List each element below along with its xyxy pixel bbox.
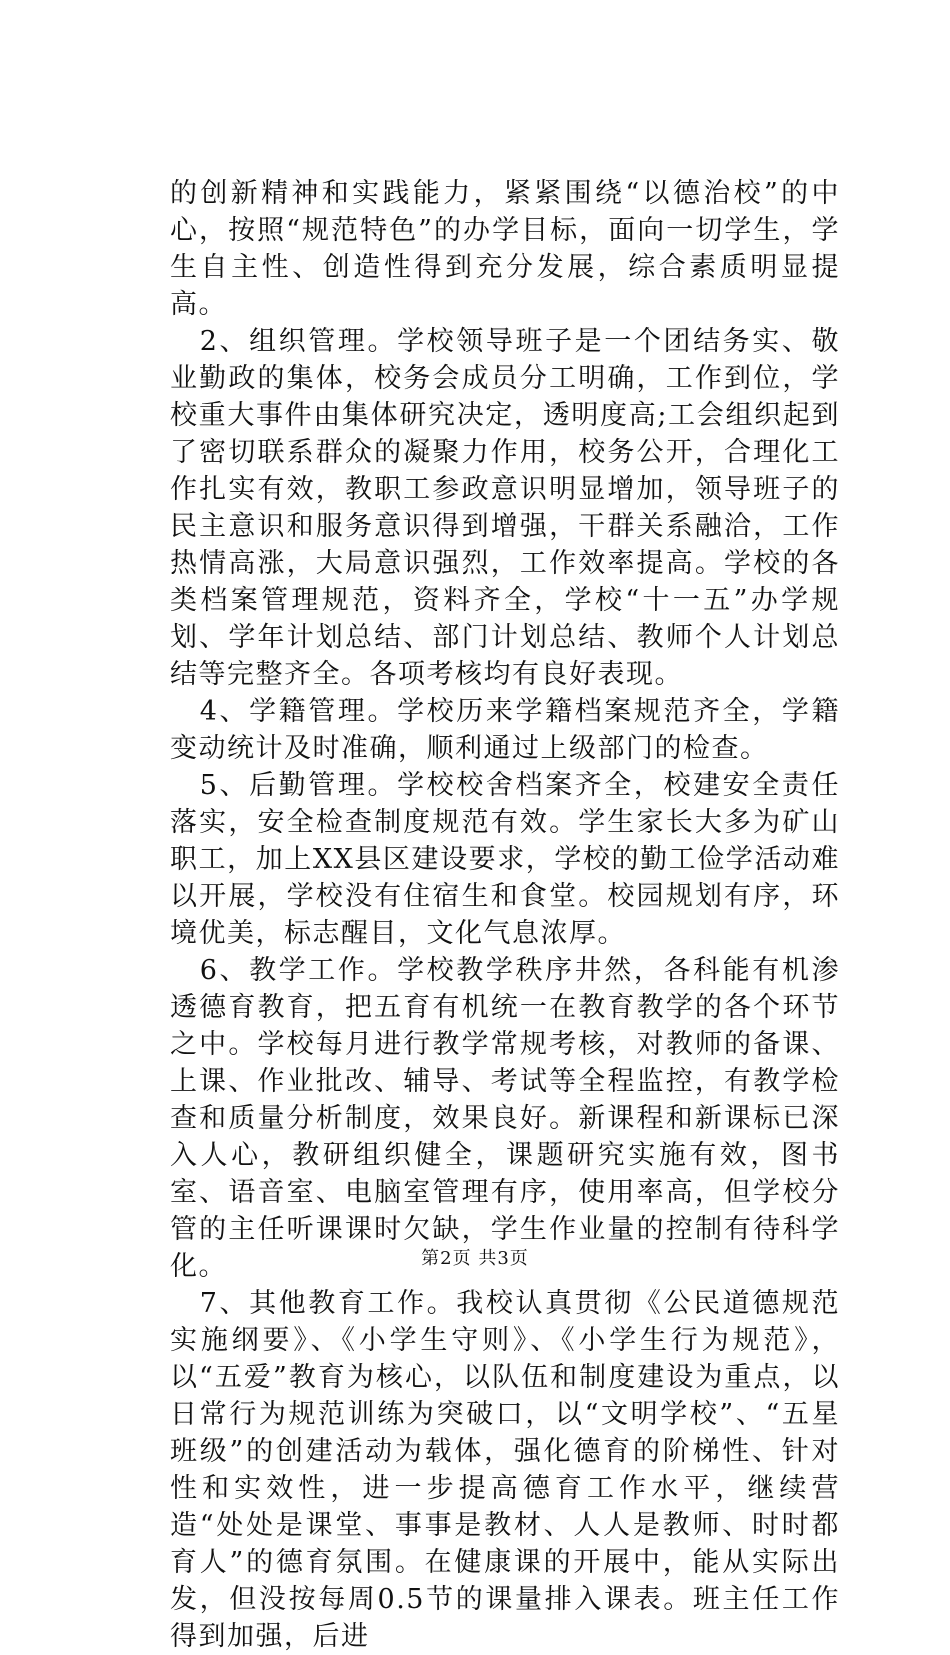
paragraph-continuation: 的创新精神和实践能力，紧紧围绕“以德治校”的中心，按照“规范特色”的办学目标，面向一切学生，学生自主性、创造性得到充分发展，综合素质明显提高。 xyxy=(170,178,840,320)
paragraph-logistics: 5、后勤管理。学校校舍档案齐全，校建安全责任落实，安全检查制度规范有效。学生家长大多为矿山职工，加上XX县区建设要求，学校的勤工俭学活动难以开展，学校没有住宿生和食堂。校园规划有序，环境优美，标志醒目，文化气息浓厚。 xyxy=(170,770,840,949)
paragraph-organization-management: 2、组织管理。学校领导班子是一个团结务实、敬业勤政的集体，校务会成员分工明确，工作到位，学校重大事件由集体研究决定，透明度高;工会组织起到了密切联系群众的凝聚力作用，校务公开，合理化工作扎实有效，教职工参政意识明显增加，领导班子的民主意识和服务意识得到增强，干群关系融洽，工作热情高涨，大局意识强烈，工作效率提高。学校的各类档案管理规范，资料齐全，学校“十一五”办学规划、学年计划总结、部门计划总结、教师个人计划总结等完整齐全。各项考核均有良好表现。 xyxy=(170,326,840,690)
paragraph-other-education: 7、其他教育工作。我校认真贯彻《公民道德规范实施纲要》、《小学生守则》、《小学生行为规范》，以“五爱”教育为核心，以队伍和制度建设为重点，以日常行为规范训练为突破口，以“文明学校”、“五星班级”的创建活动为载体，强化德育的阶梯性、针对性和实效性，进一步提高德育工作水平，继续营造“处处是课堂、事事是教材、人人是教师、时时都育人”的德育氛围。在健康课的开展中，能从实际出发，但没按每周0.5节的课量排入课表。班主任工作得到加强，后进 xyxy=(170,1288,840,1652)
paragraph-teaching-work: 6、教学工作。学校教学秩序井然，各科能有机渗透德育教育，把五育有机统一在教育教学的各个环节之中。学校每月进行教学常规考核，对教师的备课、上课、作业批改、辅导、考试等全程监控，有教学检查和质量分析制度，效果良好。新课程和新课标已深入人心，教研组织健全，课题研究实施有效，图书室、语音室、电脑室管理有序，使用率高，但学校分管的主任听课课时欠缺，学生作业量的控制有待科学化。 xyxy=(170,955,840,1282)
paragraph-student-records: 4、学籍管理。学校历来学籍档案规范齐全，学籍变动统计及时准确，顺利通过上级部门的检查。 xyxy=(170,696,840,764)
page-footer: 第2页 共3页 xyxy=(421,1248,529,1269)
document-body xyxy=(170,175,840,1655)
